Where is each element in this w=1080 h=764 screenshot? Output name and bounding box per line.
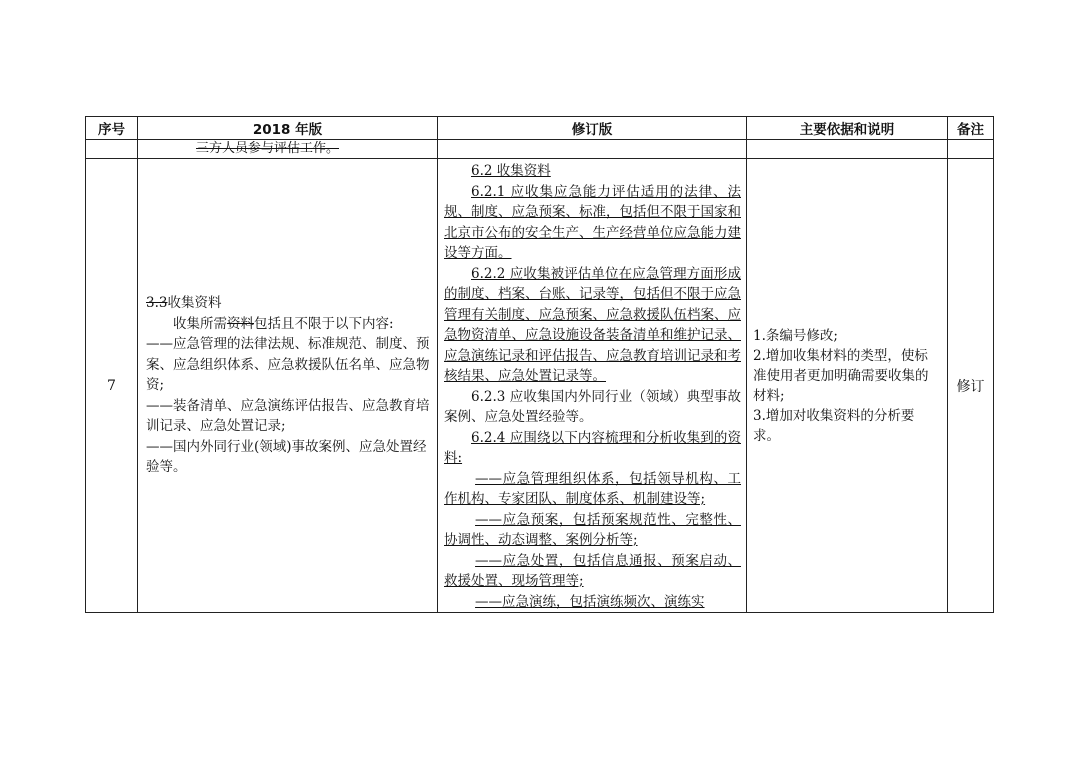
old-item-1: ——应急管理的法律法规、标准规范、制度、预案、应急组织体系、应急救援队伍名单、应急物资; <box>146 336 430 394</box>
header-note: 备注 <box>948 117 994 140</box>
basis-cell <box>747 159 948 613</box>
continuation-row <box>86 140 994 159</box>
header-seq: 序号 <box>86 117 138 140</box>
revised-version-cell <box>438 159 747 613</box>
new-para-623: 6.2.3 应收集国内外同行业（领域）典型事故案例、应急处置经验等。 <box>444 388 741 425</box>
basis-item-2: 2.增加收集材料的类型，使标准使用者更加明确需要收集的材料; <box>753 347 929 404</box>
basis-item-3: 3.增加对收集资料的分析要求。 <box>753 407 915 444</box>
header-basis: 主要依据和说明 <box>747 117 948 140</box>
new-dash-3: ——应急处置，包括信息通报、预案启动、救援处置、现场管理等; <box>444 552 741 589</box>
old-intro: 收集所需资料包括且不限于以下内容: <box>173 315 394 332</box>
old-version-cell <box>138 159 438 613</box>
continuation-old-cell <box>138 140 438 159</box>
new-dash-2: ——应急预案，包括预案规范性、完整性、协调性、动态调整、案例分析等; <box>444 511 741 548</box>
basis-item-1: 1.条编号修改; <box>753 327 838 344</box>
old-title: 3.3收集资料 <box>146 295 222 312</box>
row-note: 修订 <box>948 159 994 613</box>
new-dash-1: ——应急管理组织体系，包括领导机构、工作机构、专家团队、制度体系、机制建设等; <box>444 470 741 507</box>
header-revised-version: 修订版 <box>438 117 747 140</box>
new-para-624: 6.2.4 应围绕以下内容梳理和分析收集到的资料: <box>444 429 741 466</box>
new-para-622: 6.2.2 应收集被评估单位在应急管理方面形成的制度、档案、台账、记录等，包括但不限于应急管理有关制度、应急预案、应急救援队伍档案、应急物资清单、应急设施设备装备清单和维护记录、应急演练记录和评估报告、应急教育培训记录和考核结果、应急处置记录等。 <box>444 265 741 384</box>
header-old-version: 2018 年版 <box>138 117 438 140</box>
new-dash-4: ——应急演练，包括演练频次、演练实 <box>475 593 705 610</box>
new-para-621: 6.2.1 应收集应急能力评估适用的法律、法规、制度、应急预案、标准，包括但不限于国家和北京市公布的安全生产、生产经营单位应急能力建设等方面。 <box>444 183 741 261</box>
continuation-old-text: 三方人员参与评估工作。 <box>196 141 340 156</box>
new-heading: 6.2 收集资料 <box>471 163 551 179</box>
table-row <box>86 159 994 613</box>
header-row <box>86 117 994 140</box>
revision-comparison-table <box>85 116 994 613</box>
row-seq: 7 <box>86 159 138 613</box>
old-item-3: ——国内外同行业(领域)事故案例、应急处置经验等。 <box>146 438 427 476</box>
old-item-2: ——装备清单、应急演练评估报告、应急教育培训记录、应急处置记录; <box>146 397 430 435</box>
